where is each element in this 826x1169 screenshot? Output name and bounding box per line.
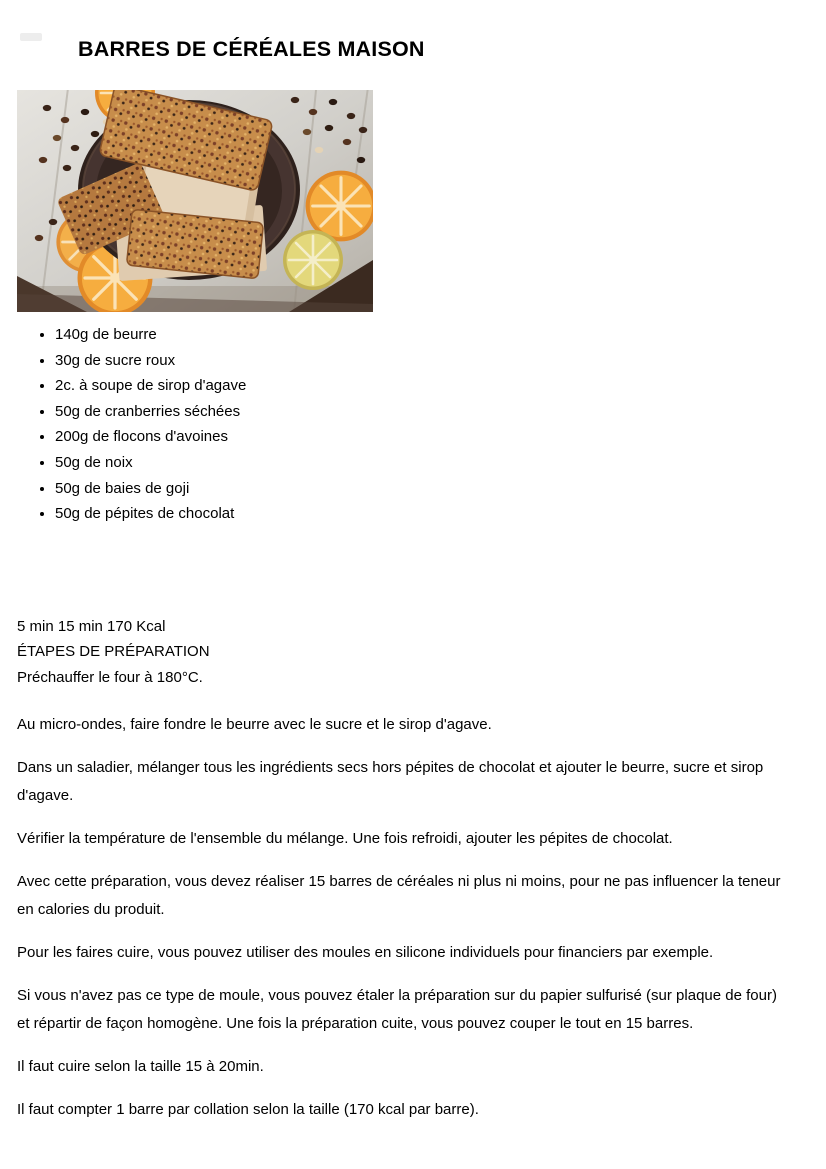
ingredient-item: • 50g de baies de goji (55, 476, 792, 502)
ingredient-item: • 50g de cranberries séchées (55, 399, 792, 425)
step-preheat: Préchauffer le four à 180°C. (17, 668, 203, 686)
step-paragraph: Il faut compter 1 barre par collation selon la taille (170 kcal par barre). (17, 1100, 479, 1118)
recipe-photo (17, 90, 373, 312)
steps-heading: ÉTAPES DE PRÉPARATION (17, 643, 210, 661)
page-title: BARRES DE CÉRÉALES MAISON (78, 37, 425, 61)
step-paragraph: Pour les faires cuire, vous pouvez utiliser des moules en silicone individuels pour financiers par exemple. (17, 943, 714, 961)
step-paragraph: Il faut cuire selon la taille 15 à 20min. (17, 1057, 264, 1075)
ingredient-item: • 140g de beurre (55, 322, 792, 348)
step-paragraph: Au micro-ondes, faire fondre le beurre avec le sucre et le sirop d'agave. (17, 715, 492, 733)
ingredient-item: • 50g de pépites de chocolat (55, 501, 792, 527)
ingredient-list (17, 322, 792, 527)
preparation-steps (17, 711, 792, 1124)
ingredient-item: • 30g de sucre roux (55, 348, 792, 374)
time-calories-line: 5 min 15 min 170 Kcal (17, 617, 166, 635)
step-paragraph: Avec cette préparation, vous devez réaliser 15 barres de céréales ni plus ni moins, pour ne pas influencer la teneur en calories du produit. (17, 872, 781, 918)
step-paragraph: Vérifier la température de l'ensemble du mélange. Une fois refroidi, ajouter les pépites de chocolat. (17, 829, 673, 847)
faded-logo-mark (20, 33, 42, 41)
recipe-body (17, 312, 792, 1139)
ingredient-item: • 2c. à soupe de sirop d'agave (55, 373, 792, 399)
recipe-meta (17, 614, 792, 691)
ingredient-item: • 50g de noix (55, 450, 792, 476)
step-paragraph: Dans un saladier, mélanger tous les ingrédients secs hors pépites de chocolat et ajouter le beurre, sucre et sirop d'agave. (17, 758, 764, 804)
ingredient-item: • 200g de flocons d'avoines (55, 424, 792, 450)
step-paragraph: Si vous n'avez pas ce type de moule, vous pouvez étaler la préparation sur du papier sulfurisé (sur plaque de four) et répartir de façon homogène. Une fois la préparation cuite, vous pouvez couper le tout en 15 barres. (17, 986, 777, 1032)
